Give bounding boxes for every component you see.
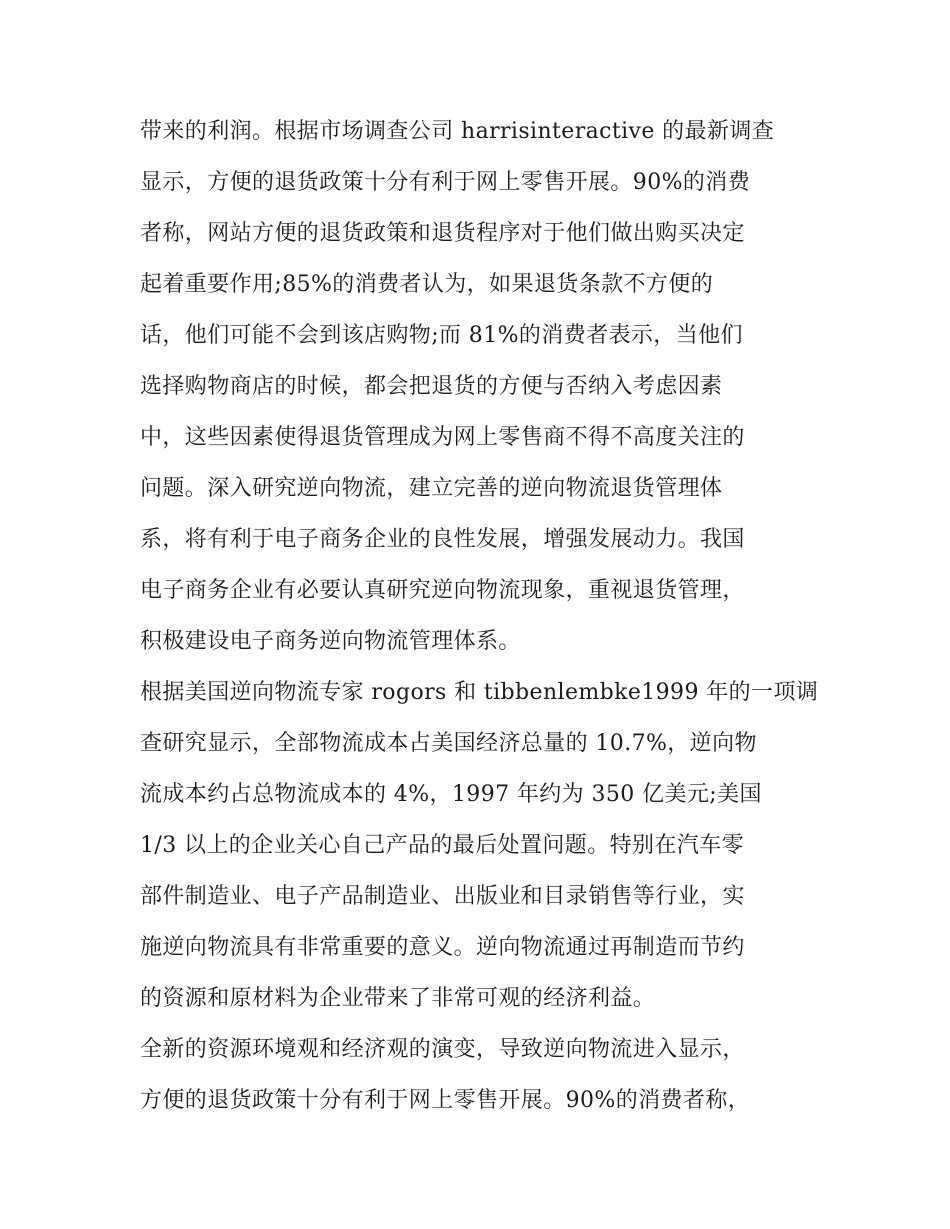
document-body bbox=[140, 106, 830, 1126]
text-line: 起着重要作用;85%的消费者认为，如果退货条款不方便的 bbox=[140, 272, 714, 297]
text-line: 话，他们可能不会到该店购物;而 81%的消费者表示，当他们 bbox=[140, 323, 743, 348]
text-line: 显示，方便的退货政策十分有利于网上零售开展。90%的消费 bbox=[140, 170, 751, 195]
text-line: 的资源和原材料为企业带来了非常可观的经济利益。 bbox=[140, 986, 656, 1011]
text-line: 系，将有利于电子商务企业的良性发展，增强发展动力。我国 bbox=[140, 527, 745, 552]
text-line: 问题。深入研究逆向物流，建立完善的逆向物流退货管理体 bbox=[140, 476, 723, 501]
text-line: 全新的资源环境观和经济观的演变，导致逆向物流进入显示， bbox=[140, 1037, 745, 1062]
text-line: 1/3 以上的企业关心自己产品的最后处置问题。特别在汽车零 bbox=[140, 833, 745, 858]
text-line: 方便的退货政策十分有利于网上零售开展。90%的消费者称， bbox=[140, 1088, 751, 1113]
text-line: 积极建设电子商务逆向物流管理体系。 bbox=[140, 629, 521, 654]
paragraph-resource-outlook bbox=[140, 1024, 830, 1126]
text-line: 者称，网站方便的退货政策和退货程序对于他们做出购买决定 bbox=[140, 221, 745, 246]
text-line: 查研究显示，全部物流成本占美国经济总量的 10.7%，逆向物 bbox=[140, 731, 757, 756]
text-line: 中，这些因素使得退货管理成为网上零售商不得不高度关注的 bbox=[140, 425, 745, 450]
text-line: 施逆向物流具有非常重要的意义。逆向物流通过再制造而节约 bbox=[140, 935, 745, 960]
text-line: 根据美国逆向物流专家 rogors 和 tibbenlembke1999 年的一项调 bbox=[140, 680, 819, 705]
text-line: 电子商务企业有必要认真研究逆向物流现象，重视退货管理， bbox=[140, 578, 745, 603]
text-line: 带来的利润。根据市场调查公司 harrisinteractive 的最新调查 bbox=[140, 119, 775, 144]
text-line: 流成本约占总物流成本的 4%，1997 年约为 350 亿美元;美国 bbox=[140, 782, 762, 807]
paragraph-logistics-cost bbox=[140, 667, 830, 1024]
paragraph-returns-policy bbox=[140, 106, 830, 667]
text-line: 部件制造业、电子产品制造业、出版业和目录销售等行业，实 bbox=[140, 884, 745, 909]
text-line: 选择购物商店的时候，都会把退货的方便与否纳入考虑因素 bbox=[140, 374, 723, 399]
